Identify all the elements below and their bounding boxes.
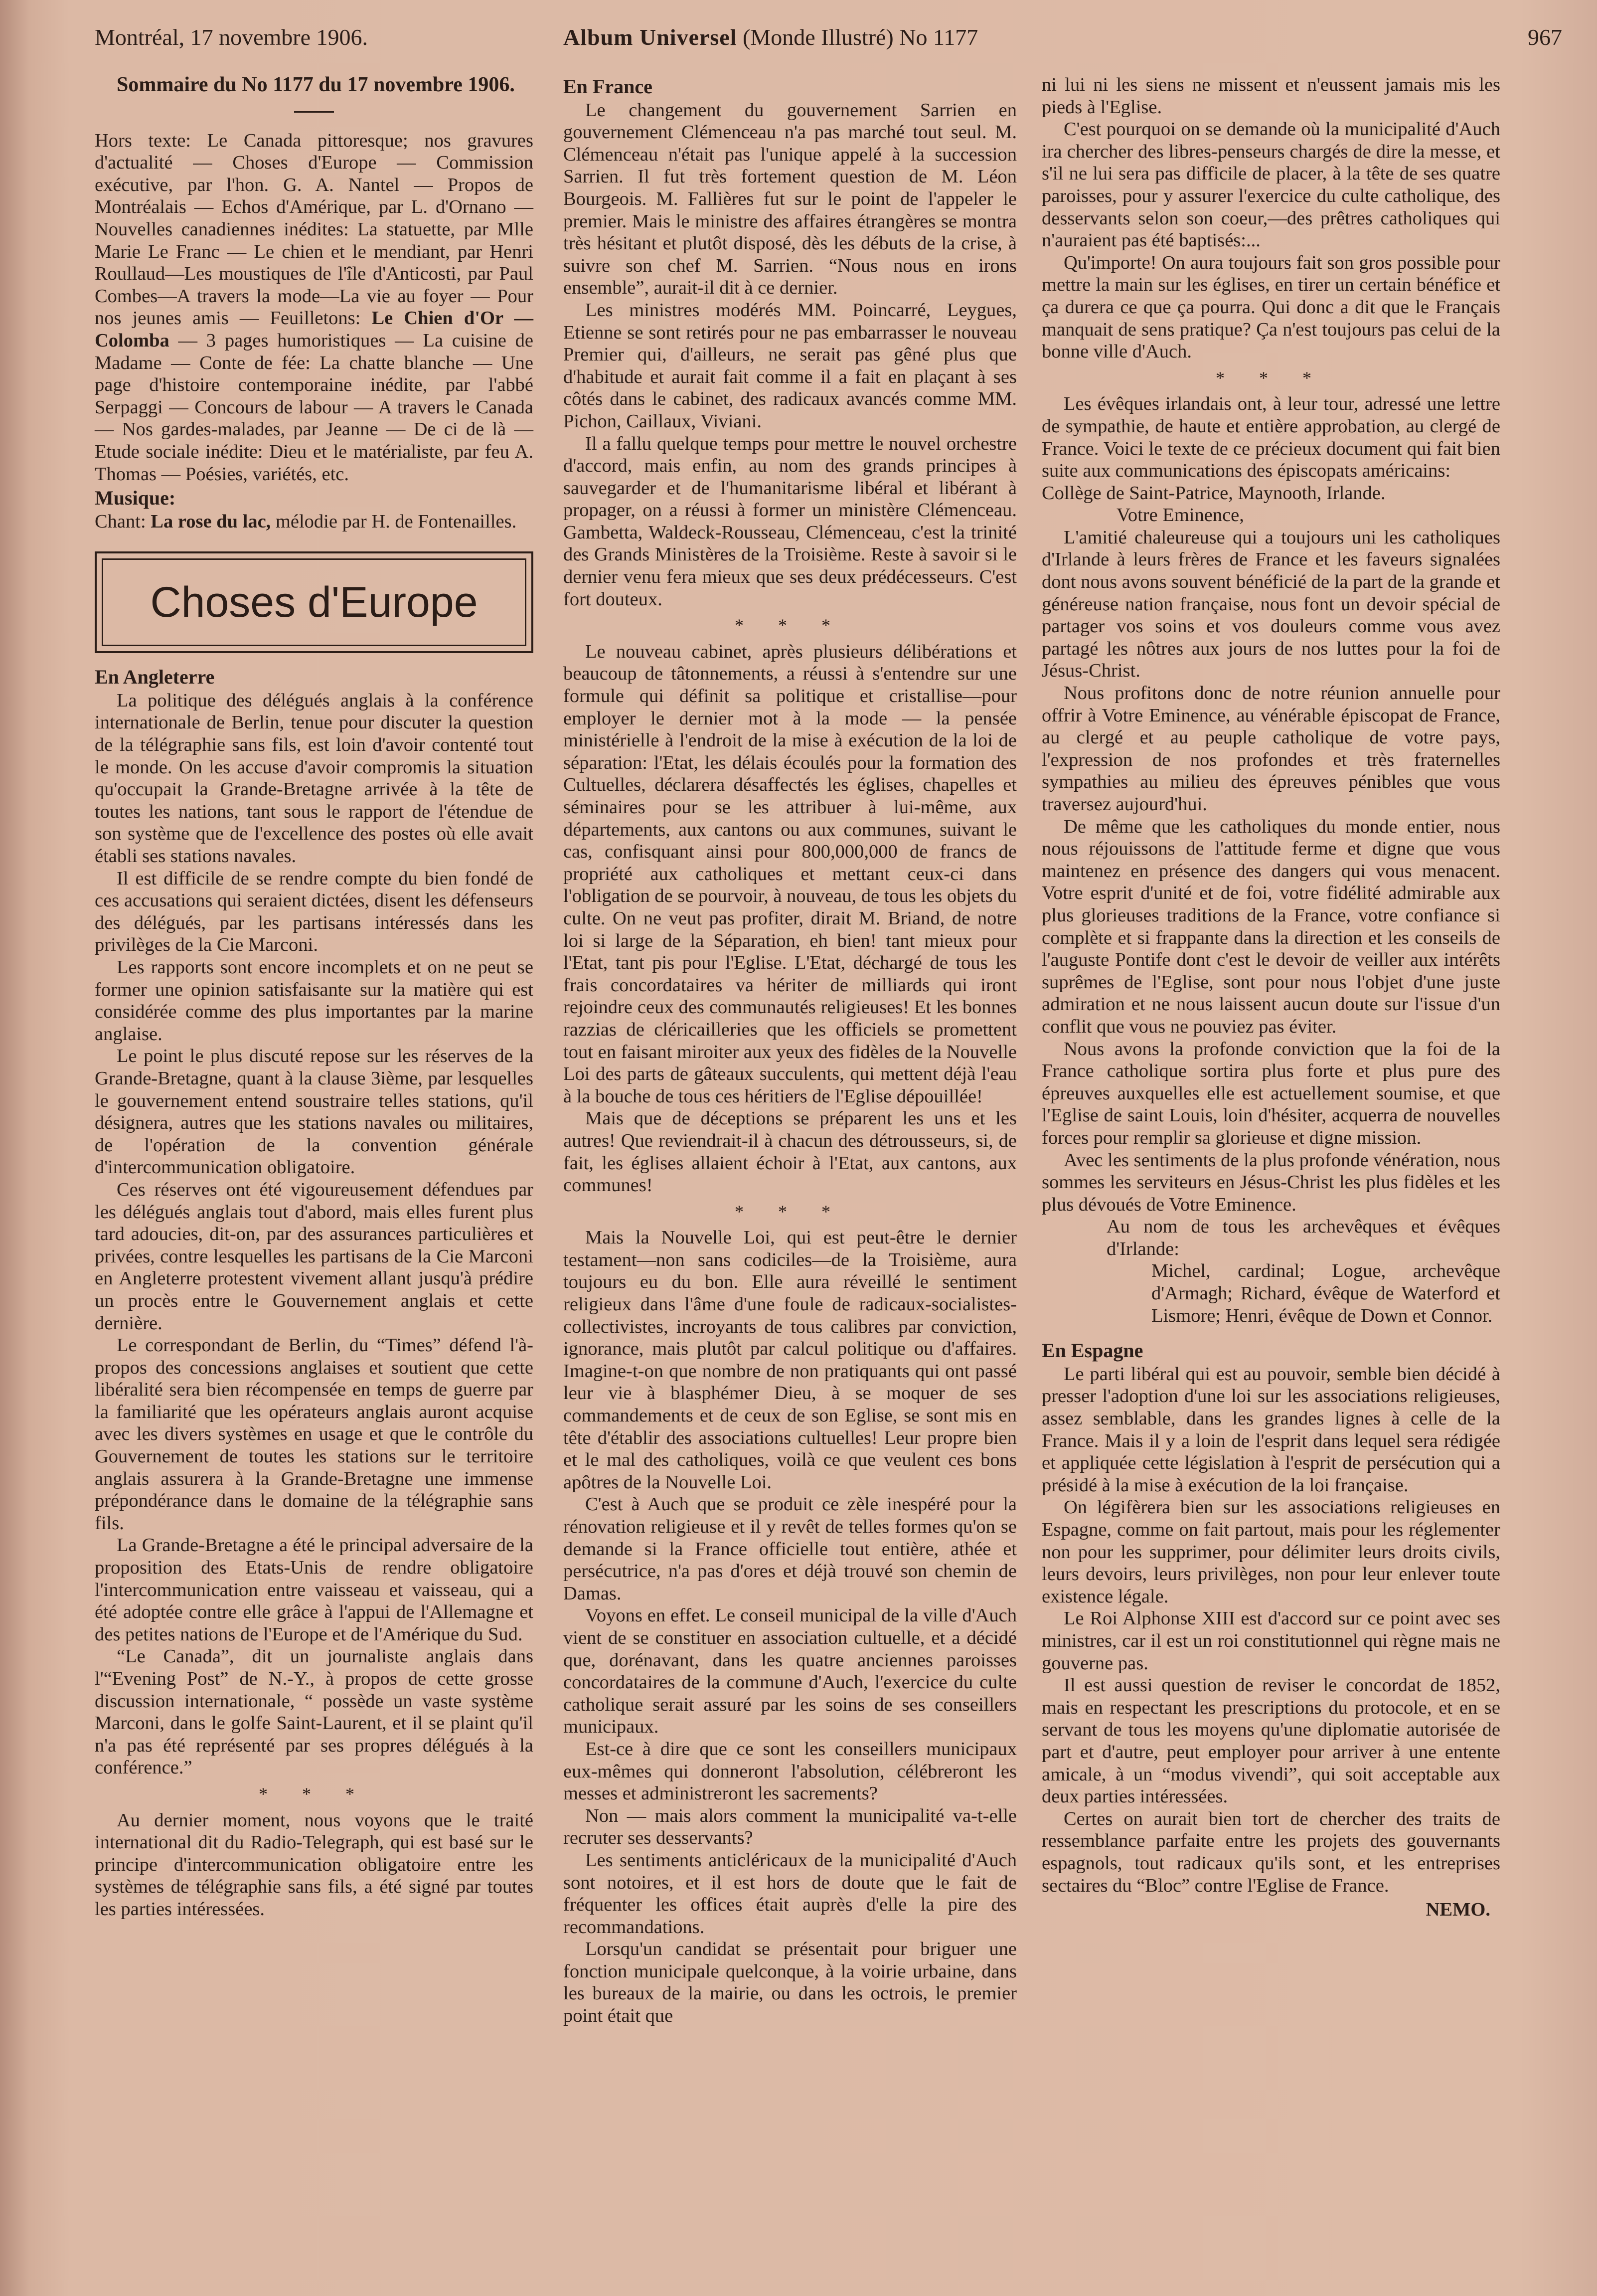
section-separator: * * * xyxy=(735,615,845,636)
article-paragraph: Nous profitons donc de notre réunion annuelle pour offrir à Votre Eminence, au vénérable épiscopat de France, au clergé et au peuple catholique de votre pays, l'expression de nos profondes et très fraternelles sympathies au milieu des épreuves pénibles que vous traversez aujourd'hui. xyxy=(1042,683,1500,815)
sommaire-text xyxy=(95,130,533,486)
article-paragraph: Mais que de déceptions se préparent les uns et les autres! Que reviendrait-il à chacun des détrousseurs, si, de fait, les églises allaient échoir à l'Etat, aux cantons, aux communes! xyxy=(563,1108,1017,1196)
article-paragraph: Le point le plus discuté repose sur les réserves de la Grande-Bretagne, quant à la clause 3ième, par lesquelles le gouvernement entend soustraire telles stations, qu'il désignera, autres que les stations navales ou militaires, de l'opération de la convention générale d'intercommunication obligatoire. xyxy=(95,1046,533,1178)
section-title-box xyxy=(102,558,526,646)
page-number: 967 xyxy=(1528,24,1562,50)
article-paragraph: Ces réserves ont été vigoureusement défendues par les délégués anglais tout d'abord, mais elles furent plus tard adoucies, dit-on, par des assurances particulières et privées, contre lesquelles les partisans de la Cie Marconi en Angleterre protestent vivement allant jusqu'à prédire un procès entre le Gouvernement anglais et cette dernière. xyxy=(95,1179,533,1334)
article-paragraph: Est-ce à dire que ce sont les conseillers municipaux eux-mêmes qui donneront l'absolution, célébreront les messes et administreront les sacrements? xyxy=(563,1738,1017,1804)
article-paragraph: Avec les sentiments de la plus profonde vénération, nous sommes les serviteurs en Jésus-Christ les plus fidèles et les plus dévoués de Votre Eminence. xyxy=(1042,1149,1500,1215)
sommaire-title: Sommaire du No 1177 du 17 novembre 1906. xyxy=(117,73,515,96)
section-separator: * * * xyxy=(1216,367,1326,388)
article-paragraph: Non — mais alors comment la municipalité va-t-elle recruter ses desservants? xyxy=(563,1805,1017,1849)
section-separator: * * * xyxy=(259,1783,369,1804)
chant-rest: mélodie par H. de Fontenailles. xyxy=(275,511,517,532)
article-paragraph: Les sentiments anticléricaux de la municipalité d'Auch sont notoires, et il est hors de doute que le fait de fréquenter les offices était auprès d'elle la pire des recommandations. xyxy=(563,1849,1017,1938)
article-paragraph: Il est difficile de se rendre compte du bien fondé de ces accusations qui seraient dictées, disent les défenseurs des délégués, par les partisans intéressés dans les privilèges de la Cie Marconi. xyxy=(95,868,533,956)
letter-origin: Collège de Saint-Patrice, Maynooth, Irlande. xyxy=(1042,482,1386,504)
sommaire-feuilletons: Le Chien d'Or — Colomba xyxy=(95,308,533,351)
article-paragraph: Le nouveau cabinet, après plusieurs délibérations et beaucoup de tâtonnements, a réussi à s'entendre sur une formule qui définit sa politique et cristallise—pour employer le dernier mot à la mode — la pensée ministérielle à l'endroit de la mise à exécution de la loi de séparation: l'Etat, les délais écoulés pour la formation des Cultuelles, déclarera désaffectés les églises, chapelles et séminaires pour se les attribuer à lui-même, aux départements, aux cantons ou aux communes, suivant le cas, confisquant ainsi pour 800,000,000 de francs de propriété aux catholiques et mettant ceux-ci dans l'obligation de se pourvoir, à nouveau, de tous les objets du culte. On ne veut pas profiter, dirait M. Briand, de notre loi si large de la Séparation, eh bien! tant mieux pour l'Etat, tant pis pour l'Eglise. L'Etat, déchargé de tous les frais concordataires va hériter de milliards qui iront rejoindre ceux des communautés religieuses! Et les bonnes razzias de cléricailleries que les officiels se promettent tout en faisant miroiter aux yeux des fidèles de la Nouvelle Loi des parts de gâteaux succulents, qui mettent déjà l'eau à la bouche de tous ces héritiers de l'Eglise dépouillée! xyxy=(563,641,1017,1107)
header-publication xyxy=(563,24,978,50)
angleterre-heading: En Angleterre xyxy=(95,666,215,689)
article-paragraph: Le parti libéral qui est au pouvoir, semble bien décidé à presser l'adoption d'une loi sur les associations religieuses, assez semblable, dans les grandes lignes à celle de la France. Mais il y a loin de l'esprit dans lequel sera rédigée et appliquée cette législation à l'esprit de persécution qui a présidé à la mise à exécution de la loi française. xyxy=(1042,1363,1500,1496)
section-separator: * * * xyxy=(735,1201,845,1222)
header-date: Montréal, 17 novembre 1906. xyxy=(95,24,368,50)
article-paragraph: De même que les catholiques du monde entier, nous nous réjouissons de l'attitude ferme et digne que vous maintenez en présence des dangers qui vous menacent. Votre esprit d'unité et de foi, votre fidélité admirable aux plus glorieuses traditions de la France, votre confiance si complète et si frappante dans la direction et les conseils de l'auguste Pontife dont c'est le devoir de veiller aux intérêts suprêmes de l'Eglise, sont pour nous l'objet d'une juste admiration et ne nous laissent aucun doute sur l'issue d'un conflit que vous ne pouviez pas éviter. xyxy=(1042,816,1500,1037)
article-paragraph: Les ministres modérés MM. Poincarré, Leygues, Etienne se sont retirés pour ne pas embarrasser le nouveau Premier qui, d'ailleurs, ne serait pas gêné plus que d'habitude et aurait fait comme il a fait en plaçant à ses côtés dans le cabinet, des radicaux avancés comme MM. Pichon, Caillaux, Viviani. xyxy=(563,299,1017,432)
chant-line xyxy=(95,511,533,533)
article-paragraph: Le correspondant de Berlin, du “Times” défend l'à-propos des concessions anglaises et soutient que cette libéralité sera bien récompensée en temps de guerre par la familiarité que les opérateurs anglais auront acquise avec les divers systèmes en usage et que le contrôle du Gouvernement de toutes les stations sur le territoire anglais assurera à la Grande-Bretagne une immense prépondérance dans le domaine de la télégraphie sans fils. xyxy=(95,1335,533,1534)
article-paragraph: Les rapports sont encore incomplets et on ne peut se former une opinion satisfaisante sur la matière qui est considérée comme des plus importantes par la marine anglaise. xyxy=(95,957,533,1045)
article-paragraph: Certes on aurait bien tort de chercher des traits de ressemblance parfaite entre les projets des gouvernants espagnols, tout radicaux qu'ils sont, et les entreprises sectaires du “Bloc” contre l'Eglise de France. xyxy=(1042,1808,1500,1896)
header-publication-name: Album Universel xyxy=(563,24,737,50)
article-paragraph: ni lui ni les siens ne missent et n'eussent jamais mis les pieds à l'Eglise. xyxy=(1042,74,1500,118)
sommaire-text-b: — 3 pages humoristiques — La cuisine de Madame — Conte de fée: La chatte blanche — Une page d'histoire contemporaine inédite, par l'abbé Serpaggi — Concours de labour — A travers le Canada — Nos gardes-malades, par Jeanne — De ci de là — Etude sociale inédite: Dieu et le matérialiste, par feu A. Thomas — Poésies, variétés, etc. xyxy=(95,330,533,485)
france-heading: En France xyxy=(563,75,652,98)
column-1 xyxy=(95,74,533,1921)
article-paragraph: On légifèrera bien sur les associations religieuses en Espagne, comme on fait partout, mais pour les réglementer non pour les supprimer, pour délimiter leurs droits civils, leurs devoirs, leurs privilèges, non pour leur enlever toute existence légale. xyxy=(1042,1497,1500,1607)
article-paragraph: Nous avons la profonde conviction que la foi de la France catholique sortira plus forte et plus pure des épreuves auxquelles elle est actuellement soumise, et que l'Eglise de saint Louis, loin d'hésiter, acquerra de nouvelles forces pour remplir sa glorieuse et digne mission. xyxy=(1042,1038,1500,1148)
article-paragraph: Mais la Nouvelle Loi, qui est peut-être le dernier testament—non sans codiciles—de la Troisième, aura toujours eu du bon. Elle aura réveillé le sentiment religieux dans l'âme d'une foule de radicaux-socialistes-collectivistes, incroyants de tous calibres par conviction, ignorance, mais plutôt par calcul politique ou d'affaires. Imagine-t-on que nombre de non pratiquants qui ont passé leur vie à blasphémer Dieu, à se moquer de ses commandements et de ceux de son Eglise, se sont mis en tête d'établir des associations cultuelles! Leur propre bien et le mal des catholiques, voilà ce que veulent ces bons apôtres de la Nouvelle Loi. xyxy=(563,1227,1017,1493)
article-paragraph: Qu'importe! On aura toujours fait son gros possible pour mettre la main sur les églises, en tirer un certain bénéfice et ça durera ce que ça pourra. Qui donc a dit que le Français manquait de sens pratique? Ça n'est toujours pas celui de la bonne ville d'Auch. xyxy=(1042,252,1500,362)
section-title-frame xyxy=(95,551,533,653)
divider-rule xyxy=(294,111,334,113)
article-paragraph: “Le Canada”, dit un journaliste anglais dans l'“Evening Post” de N.-Y., à propos de cette grosse discussion internationale, “ possède un vaste système Marconi, dans le golfe Saint-Laurent, et il se plaint qu'il n'a pas été représenté par ses propres délégués à la conférence.” xyxy=(95,1646,533,1778)
musique-label: Musique: xyxy=(95,487,176,510)
signatories-list: Michel, cardinal; Logue, archevêque d'Armagh; Richard, évêque de Waterford et Lismore; Henri, évêque de Down et Connor. xyxy=(1151,1260,1500,1326)
letter-salutation: Votre Eminence, xyxy=(1117,505,1244,526)
espagne-heading: En Espagne xyxy=(1042,1339,1143,1362)
article-paragraph: La Grande-Bretagne a été le principal adversaire de la proposition des Etats-Unis de rendre obligatoire l'intercommunication entre vaisseau et vaisseau, qui a été adoptée contre elle grâce à l'appui de l'Allemagne et des petites nations de l'Europe et de l'Amérique du Sud. xyxy=(95,1535,533,1645)
column-2 xyxy=(563,74,1017,2027)
signatories-intro: Au nom de tous les archevêques et évêques d'Irlande: xyxy=(1107,1216,1500,1259)
article-paragraph: Les évêques irlandais ont, à leur tour, adressé une lettre de sympathie, de haute et entière approbation, au clergé de France. Voici le texte de ce précieux document qui fait bien suite aux communications des épiscopats américains: xyxy=(1042,393,1500,482)
page-header xyxy=(95,24,1562,59)
author-signature: NEMO. xyxy=(1426,1899,1490,1921)
article-paragraph: L'amitié chaleureuse qui a toujours uni les catholiques d'Irlande à leurs frères de France et les faveurs signalées dont nous avons souvent bénéficié de la part de la grande et généreuse nation française, nous font un devoir spécial de partager vos soins et vos douleurs comme vous avez partagé les nôtres aux jours de nos luttes pour la foi de Jésus-Christ. xyxy=(1042,527,1500,682)
article-paragraph: Lorsqu'un candidat se présentait pour briguer une fonction municipale quelconque, à la voirie urbaine, dans les bureaux de la mairie, ou dans les octrois, le premier point était que xyxy=(563,1939,1017,2027)
chant-prefix: Chant: xyxy=(95,511,146,532)
header-publication-issue: (Monde Illustré) No 1177 xyxy=(743,24,978,50)
column-3 xyxy=(1042,74,1500,1921)
article-paragraph: Voyons en effet. Le conseil municipal de la ville d'Auch vient de se constituer en association cultuelle, et a décidé que, dorénavant, dans les quatre anciennes paroisses concordataires de la commune d'Auch, l'exercice du culte catholique serait assuré par les soins de ses conseillers municipaux. xyxy=(563,1605,1017,1738)
article-paragraph: C'est pourquoi on se demande où la municipalité d'Auch ira chercher des libres-penseurs chargés de dire la messe, et s'il ne lui sera pas difficile de placer, à la tête de ses quatre paroisses, pour y assurer l'exercice du culte catholique, des desservants selon son coeur,—des prêtres catholiques qui n'auraient pas été baptisés:... xyxy=(1042,119,1500,251)
article-paragraph: Il est aussi question de reviser le concordat de 1852, mais en respectant les prescriptions du protocole, et en se servant de tous les moyens qu'une diplomatie autorisée de part et d'autre, peut employer pour arriver à une entente amicale, à un “modus vivendi”, qui soit acceptable aux deux parties intéressées. xyxy=(1042,1675,1500,1807)
article-paragraph: La politique des délégués anglais à la conférence internationale de Berlin, tenue pour discuter la question de la télégraphie sans fils, est loin d'avoir contenté tout le monde. On les accuse d'avoir compromis la situation qu'occupait la Grande-Bretagne arrivée à la tête de toutes les nations, tant sous le rapport de l'étendue de son système que de l'excellence des postes où elle avait établi ses stations navales. xyxy=(95,690,533,867)
chant-title: La rose du lac, xyxy=(151,511,271,532)
section-title: Choses d'Europe xyxy=(150,578,478,626)
article-paragraph: Il a fallu quelque temps pour mettre le nouvel orchestre d'accord, mais enfin, au nom des grands principes à sauvegarder et de l'humanitarisme libéral et libérant à propager, on a réussi à former un ministère Clémenceau. Gambetta, Waldeck-Rousseau, Clémenceau, c'est la trinité des Grands Ministères de la Troisième. Reste à savoir si le dernier venu fera mieux que ses deux prédécesseurs. C'est fort douteux. xyxy=(563,433,1017,610)
article-paragraph: Le changement du gouvernement Sarrien en gouvernement Clémenceau n'a pas marché tout seul. M. Clémenceau n'était pas l'unique appelé à la succession Sarrien. Il fut très fortement question de M. Léon Bourgeois. M. Fallières fut sur le point de l'appeler le premier. Mais le ministre des affaires étrangères se montra très hésitant et plutôt disposé, dès les débuts de la crise, à suivre son chef M. Sarrien. “Nous nous en irons ensemble”, aurait-il dit à ce dernier. xyxy=(563,99,1017,299)
article-paragraph: Le Roi Alphonse XIII est d'accord sur ce point avec ses ministres, car il est un roi constitutionnel qui règne mais ne gouverne pas. xyxy=(1042,1608,1500,1674)
sommaire-text-a: Hors texte: Le Canada pittoresque; nos gravures d'actualité — Choses d'Europe — Commission exécutive, par l'hon. G. A. Nantel — Propos de Montréalais — Echos d'Amérique, par L. d'Ornano — Nouvelles canadiennes inédites: La statuette, par Mlle Marie Le Franc — Le chien et le mendiant, par Henri Roullaud—Les moustiques de l'île d'Anticosti, par Paul Combes—A travers la mode—La vie au foyer — Pour nos jeunes amis — Feuilletons: xyxy=(95,130,533,329)
article-paragraph: Au dernier moment, nous voyons que le traité international dit du Radio-Telegraph, qui est basé sur le principe d'intercommunication obligatoire entre les systèmes de télégraphie sans fils, a été signé par toutes les parties intéressées. xyxy=(95,1809,533,1920)
article-paragraph: C'est à Auch que se produit ce zèle inespéré pour la rénovation religieuse et il y revêt de telles formes qu'on se demande si la France officielle tout entière, athée et persécutrice, n'a pas d'ores et déjà trouvé son chemin de Damas. xyxy=(563,1494,1017,1604)
